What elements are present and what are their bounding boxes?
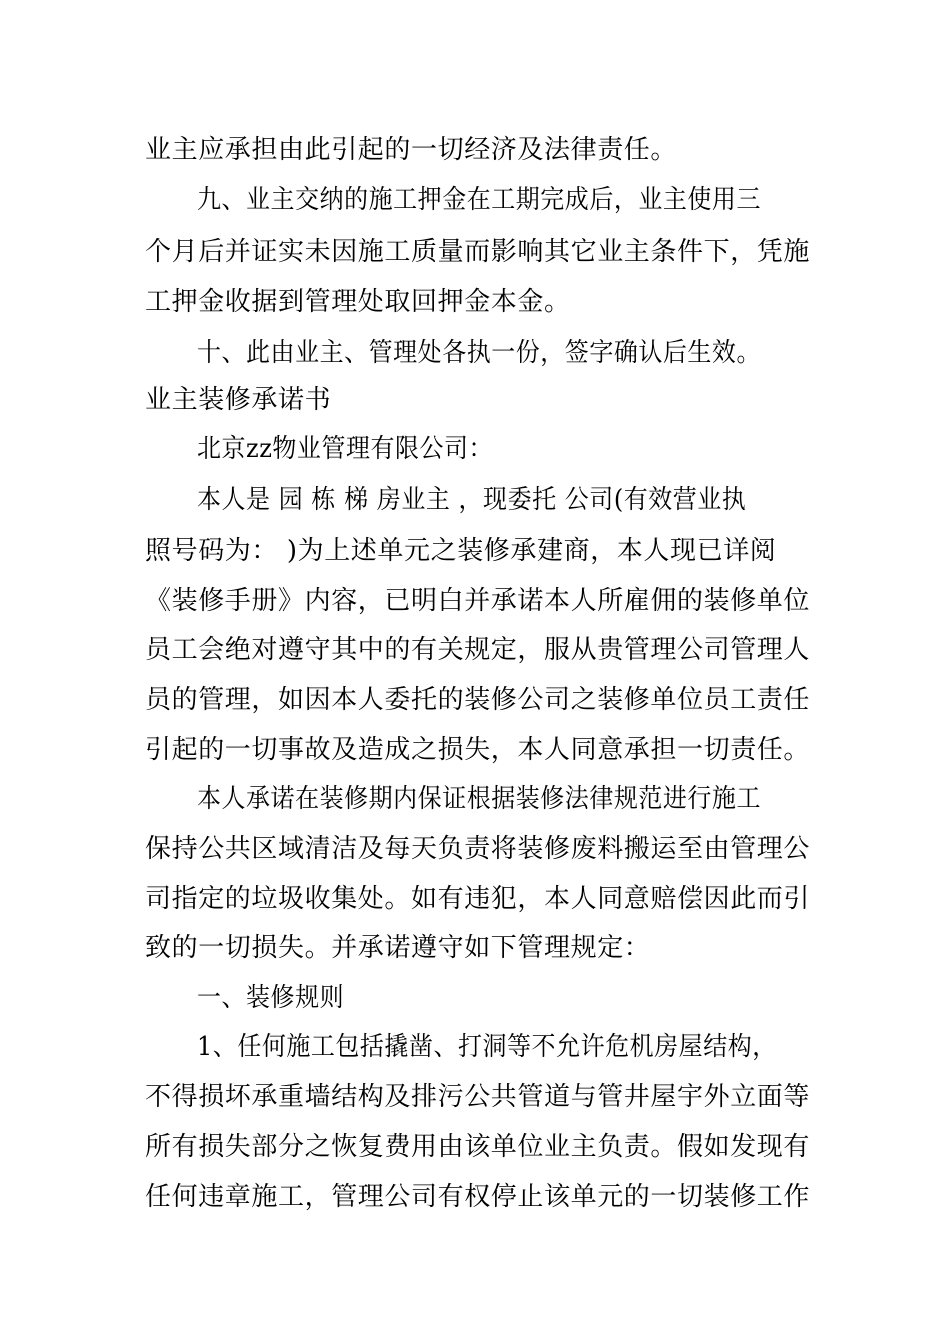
paragraph-line: 《装修手册》内容，已明白并承诺本人所雇佣的装修单位	[145, 586, 811, 616]
paragraph-line: 司指定的垃圾收集处。如有违犯，本人同意赔偿因此而引	[145, 884, 811, 914]
paragraph-line: 员工会绝对遵守其中的有关规定，服从贵管理公司管理人	[145, 635, 811, 665]
paragraph-line: 照号码为： )为上述单元之装修承建商，本人现已详阅	[145, 536, 777, 566]
paragraph-line: 致的一切损失。并承诺遵守如下管理规定：	[145, 933, 651, 963]
paragraph-line: 1、任何施工包括撬凿、打洞等不允许危机房屋结构，	[197, 1032, 777, 1062]
paragraph-line: 引起的一切事故及造成之损失，本人同意承担一切责任。	[145, 735, 811, 765]
paragraph-line: 保持公共区域清洁及每天负责将装修废料搬运至由管理公	[145, 834, 811, 864]
paragraph-line: 本人承诺在装修期内保证根据装修法律规范进行施工	[197, 784, 761, 814]
paragraph-line: 本人是 园 栋 梯 房业主 ，现委托 公司(有效营业执	[197, 485, 747, 515]
paragraph-line: 所有损失部分之恢复费用由该单位业主负责。假如发现有	[145, 1132, 811, 1162]
paragraph-line: 工押金收据到管理处取回押金本金。	[145, 287, 571, 317]
paragraph-line: 任何违章施工，管理公司有权停止该单元的一切装修工作	[145, 1182, 811, 1212]
rule-heading: 一、装修规则	[197, 983, 345, 1013]
section-heading: 业主装修承诺书	[145, 385, 332, 415]
addressee-line: 北京zz物业管理有限公司：	[197, 434, 494, 464]
paragraph-line: 个月后并证实未因施工质量而影响其它业主条件下，凭施	[145, 237, 811, 267]
paragraph-line: 员的管理，如因本人委托的装修公司之装修单位员工责任	[145, 685, 811, 715]
paragraph-line: 十、此由业主、管理处各执一份，签字确认后生效。	[197, 338, 761, 368]
paragraph-line: 业主应承担由此引起的一切经济及法律责任。	[145, 135, 678, 165]
paragraph-line: 不得损坏承重墙结构及排污公共管道与管井屋宇外立面等	[145, 1082, 811, 1112]
paragraph-line: 九、业主交纳的施工押金在工期完成后，业主使用三	[197, 185, 761, 215]
